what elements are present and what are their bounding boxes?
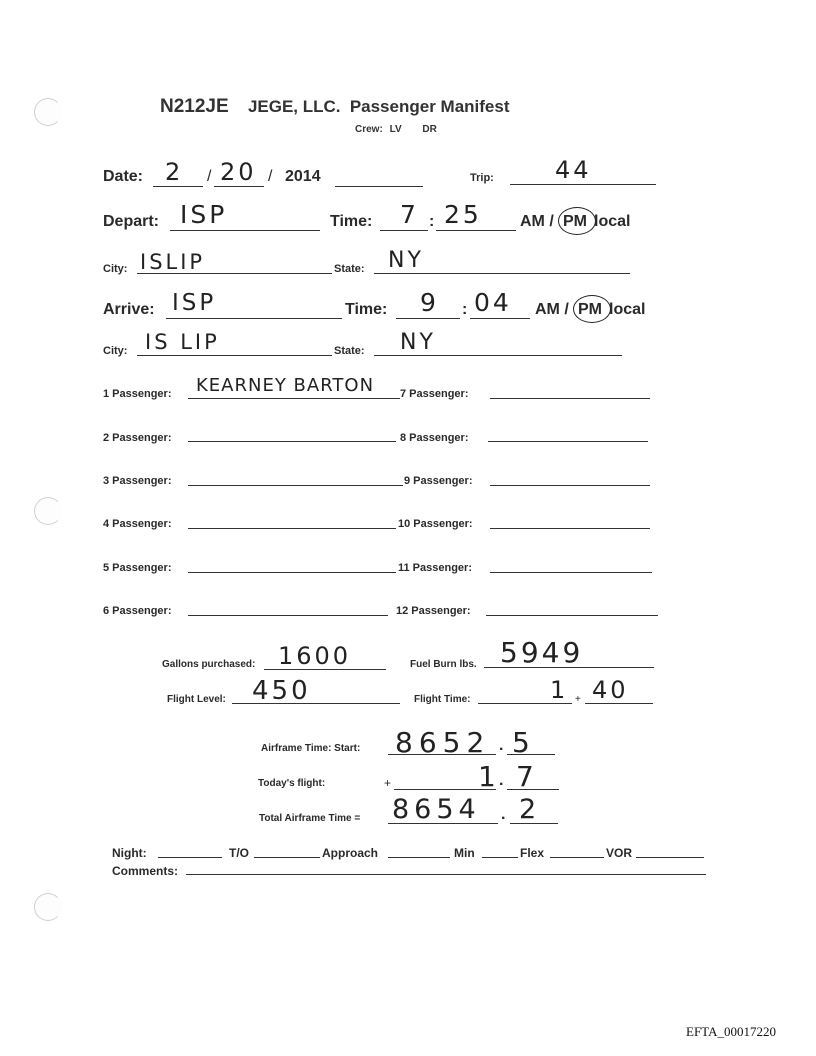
arrive-label: Arrive: bbox=[103, 301, 155, 318]
flex-label: Flex bbox=[520, 846, 545, 860]
total-airframe-dec: 2 bbox=[519, 794, 540, 825]
depart-state-line bbox=[374, 273, 630, 274]
arrive-city-line bbox=[137, 355, 332, 356]
date-day-line bbox=[214, 186, 264, 187]
comments-label: Comments: bbox=[112, 864, 179, 878]
tail-number: N212JE bbox=[160, 96, 229, 117]
passenger-4-line bbox=[188, 528, 396, 529]
depart-airport-value: ISP bbox=[180, 200, 228, 229]
date-day-value: 20 bbox=[220, 158, 257, 186]
passenger-11-label: 11 Passenger: bbox=[398, 562, 472, 574]
passenger-9-line bbox=[490, 485, 650, 486]
passenger-9-label: 9 Passenger: bbox=[404, 475, 473, 487]
passenger-1-line bbox=[188, 398, 400, 399]
passenger-1-label: 1 Passenger: bbox=[103, 388, 172, 400]
company-name: JEGE, LLC. bbox=[247, 97, 341, 116]
airframe-start-label: Airframe Time: Start: bbox=[261, 743, 361, 754]
to-label: T/O bbox=[229, 846, 249, 860]
today-flight-dec: 7 bbox=[516, 760, 537, 793]
arrive-state-line bbox=[374, 355, 622, 356]
vor-line bbox=[636, 857, 704, 858]
gallons-value: 1600 bbox=[278, 642, 352, 670]
passenger-8-label: 8 Passenger: bbox=[400, 432, 469, 444]
fuel-burn-label: Fuel Burn lbs. bbox=[410, 659, 477, 670]
passenger-4-label: 4 Passenger: bbox=[103, 518, 172, 530]
airframe-start-dec: 5 bbox=[512, 726, 533, 759]
passenger-1-value: KEARNEY BARTON bbox=[196, 375, 375, 396]
today-flight-plus: + bbox=[384, 776, 392, 790]
depart-label: Depart: bbox=[103, 213, 160, 230]
date-month-line bbox=[153, 186, 203, 187]
today-flight-whole: 1 bbox=[478, 760, 499, 793]
date-slash-1: / bbox=[207, 168, 212, 185]
comments-line bbox=[186, 874, 706, 875]
depart-minute-line bbox=[436, 230, 516, 231]
depart-local: local bbox=[594, 213, 631, 230]
depart-state-value: NY bbox=[388, 248, 424, 273]
flight-time-label: Flight Time: bbox=[414, 694, 471, 705]
arrive-local: local bbox=[609, 301, 646, 318]
crew-member-2: DR bbox=[422, 124, 437, 135]
flight-level-label: Flight Level: bbox=[167, 694, 226, 705]
arrive-time-colon: : bbox=[462, 301, 468, 318]
passenger-11-line bbox=[490, 572, 652, 573]
binder-hole-bottom bbox=[34, 893, 62, 921]
date-year: 2014 bbox=[285, 168, 321, 185]
binder-hole-top bbox=[34, 98, 62, 126]
total-airframe-label: Total Airframe Time = bbox=[259, 813, 361, 824]
trip-line bbox=[510, 184, 656, 185]
arrive-pm: PM bbox=[578, 301, 602, 318]
manifest-title: Passenger Manifest bbox=[349, 97, 510, 116]
binder-hole-middle bbox=[34, 497, 62, 525]
passenger-2-label: 2 Passenger: bbox=[103, 432, 172, 444]
depart-time-label: Time: bbox=[330, 213, 373, 230]
depart-minute-value: 25 bbox=[444, 200, 482, 229]
flight-hours-value: 1 bbox=[550, 676, 569, 704]
approach-label: Approach bbox=[322, 846, 379, 860]
passenger-10-line bbox=[490, 528, 650, 529]
min-line bbox=[482, 857, 518, 858]
depart-hour-line bbox=[380, 230, 428, 231]
date-month-value: 2 bbox=[165, 158, 184, 186]
night-label: Night: bbox=[112, 846, 147, 860]
flight-minutes-value: 40 bbox=[592, 676, 629, 704]
bates-number: EFTA_00017220 bbox=[686, 1024, 776, 1039]
crew-line bbox=[355, 124, 437, 135]
crew-label: Crew: bbox=[355, 124, 383, 135]
depart-am: AM / bbox=[520, 213, 554, 230]
vor-label: VOR bbox=[606, 846, 633, 860]
night-line bbox=[158, 857, 222, 858]
passenger-3-line bbox=[188, 485, 403, 486]
arrive-time-label: Time: bbox=[345, 301, 388, 318]
arrive-minute-value: 04 bbox=[474, 288, 512, 317]
arrive-hour-line bbox=[396, 318, 460, 319]
arrive-am: AM / bbox=[535, 301, 569, 318]
total-airframe-whole: 8654 bbox=[392, 794, 481, 825]
trip-label: Trip: bbox=[470, 172, 494, 184]
gallons-label: Gallons purchased: bbox=[162, 659, 256, 670]
depart-state-label: State: bbox=[334, 263, 365, 275]
trip-value: 44 bbox=[555, 156, 592, 184]
total-airframe-dot: . bbox=[501, 806, 506, 823]
depart-hour-value: 7 bbox=[400, 200, 419, 229]
arrive-minute-line bbox=[470, 318, 530, 319]
to-line bbox=[254, 857, 320, 858]
passenger-6-line bbox=[188, 615, 388, 616]
today-flight-label: Today's flight: bbox=[258, 778, 326, 789]
passenger-2-line bbox=[188, 441, 396, 442]
arrive-airport-line bbox=[166, 318, 342, 319]
crew-member-1: LV bbox=[389, 124, 402, 135]
passenger-7-line bbox=[490, 398, 650, 399]
today-flight-dot: . bbox=[499, 772, 504, 789]
airframe-start-whole: 8652 bbox=[395, 726, 491, 759]
passenger-5-line bbox=[188, 572, 396, 573]
date-label: Date: bbox=[103, 168, 144, 185]
passenger-7-label: 7 Passenger: bbox=[400, 388, 469, 400]
passenger-12-label: 12 Passenger: bbox=[396, 605, 471, 617]
arrive-state-label: State: bbox=[334, 345, 365, 357]
arrive-city-value: IS LIP bbox=[145, 330, 220, 354]
depart-airport-line bbox=[170, 230, 320, 231]
date-slash-2: / bbox=[268, 168, 273, 185]
passenger-5-label: 5 Passenger: bbox=[103, 562, 172, 574]
passenger-8-line bbox=[488, 441, 648, 442]
passenger-10-label: 10 Passenger: bbox=[398, 518, 473, 530]
fuel-burn-value: 5949 bbox=[500, 636, 584, 669]
arrive-city-label: City: bbox=[103, 345, 128, 357]
arrive-airport-value: ISP bbox=[172, 290, 217, 316]
flight-time-plus: + bbox=[575, 694, 581, 705]
passenger-12-line bbox=[486, 615, 658, 616]
arrive-hour-value: 9 bbox=[420, 288, 439, 317]
passenger-6-label: 6 Passenger: bbox=[103, 605, 172, 617]
arrive-state-value: NY bbox=[400, 330, 436, 355]
min-label: Min bbox=[454, 846, 475, 860]
depart-city-label: City: bbox=[103, 263, 128, 275]
date-extra-line bbox=[335, 186, 423, 187]
flex-line bbox=[550, 857, 604, 858]
approach-line bbox=[388, 857, 450, 858]
depart-pm: PM bbox=[563, 213, 587, 230]
passenger-3-label: 3 Passenger: bbox=[103, 475, 172, 487]
flight-level-value: 450 bbox=[252, 676, 311, 706]
depart-time-colon: : bbox=[429, 213, 435, 230]
depart-city-value: ISLIP bbox=[140, 250, 206, 274]
form-header bbox=[160, 96, 510, 118]
airframe-start-dot: . bbox=[499, 737, 504, 754]
